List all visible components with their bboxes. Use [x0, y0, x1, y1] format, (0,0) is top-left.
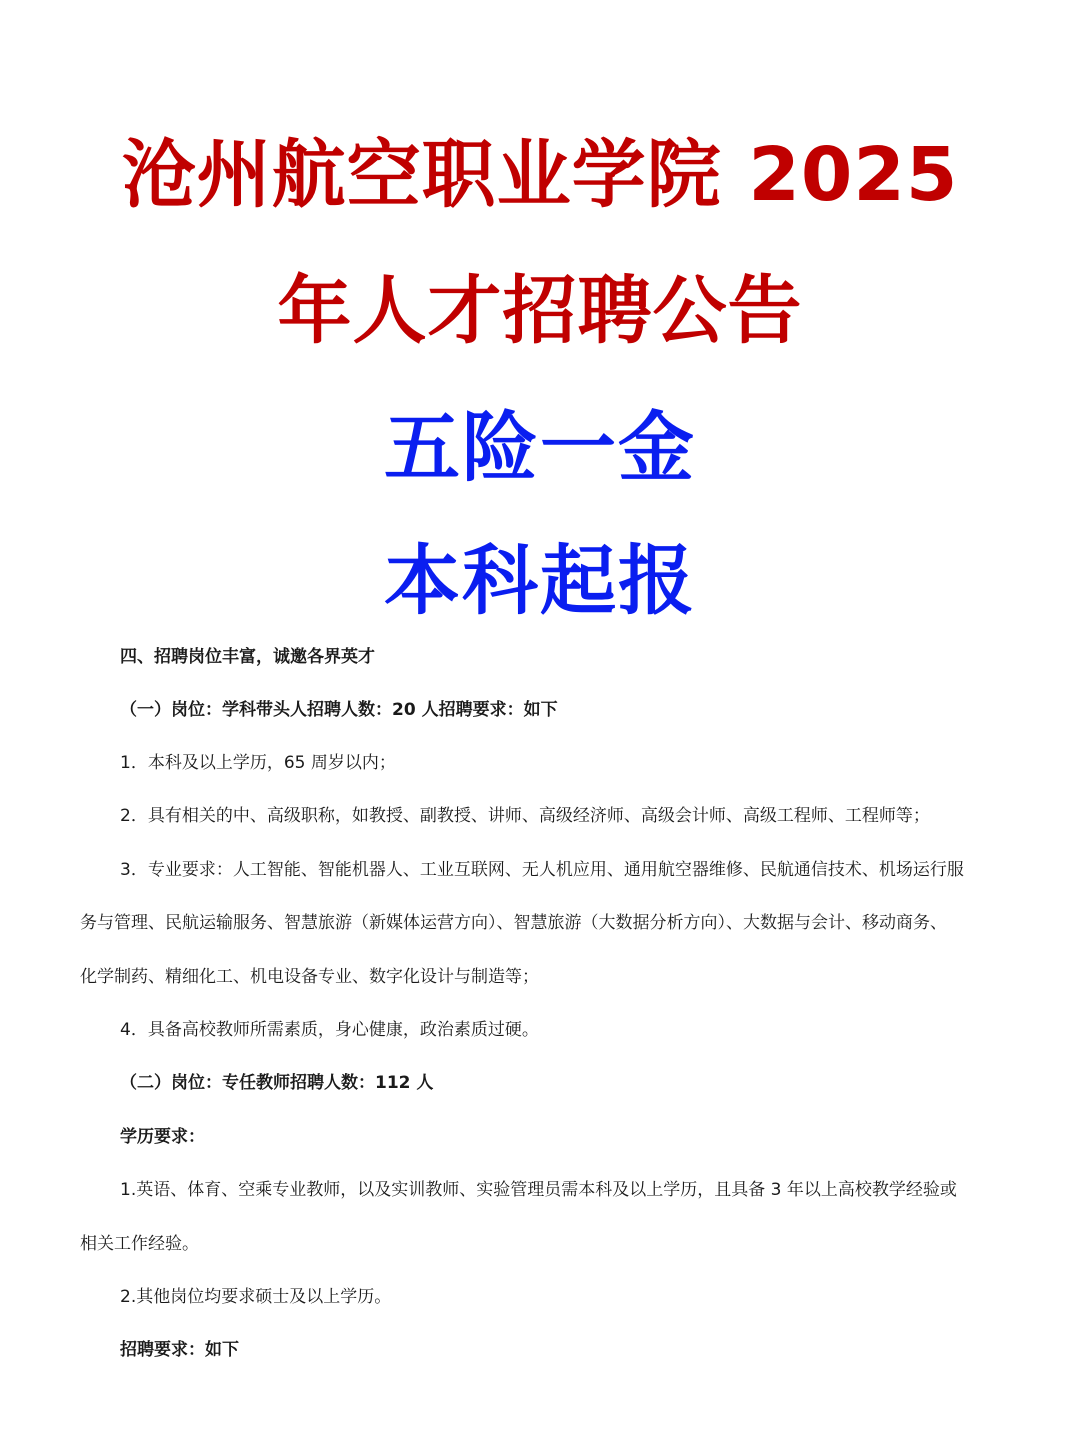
page-title-line-2: 年人才招聘公告 [277, 268, 803, 354]
education-requirements-label: 学历要求： [120, 1127, 205, 1147]
section-heading: 四、招聘岗位丰富，诚邀各界英才 [120, 647, 375, 667]
position2-heading: （二）岗位：专任教师招聘人数：112 人 [120, 1073, 434, 1093]
position1-requirement-1: 1．本科及以上学历，65 周岁以内； [120, 753, 396, 773]
position1-requirement-4: 4．具备高校教师所需素质，身心健康，政治素质过硬。 [120, 1020, 539, 1040]
highlight-education: 本科起报 [384, 536, 696, 625]
position1-requirement-3-line-2: 务与管理、民航运输服务、智慧旅游（新媒体运营方向）、智慧旅游（大数据分析方向）、大数据与会计、移动商务、 [80, 913, 947, 933]
education-requirement-1-line-1: 1.英语、体育、空乘专业教师，以及实训教师、实验管理员需本科及以上学历，且具备 3 年以上高校教学经验或 [120, 1180, 957, 1200]
position1-heading: （一）岗位：学科带头人招聘人数：20 人招聘要求：如下 [120, 700, 558, 720]
position1-requirement-3-line-3: 化学制药、精细化工、机电设备专业、数字化设计与制造等； [80, 967, 539, 987]
position1-requirement-3-line-1: 3．专业要求：人工智能、智能机器人、工业互联网、无人机应用、通用航空器维修、民航通信技术、机场运行服 [120, 860, 964, 880]
position1-requirement-2: 2．具有相关的中、高级职称，如教授、副教授、讲师、高级经济师、高级会计师、高级工程师、工程师等； [120, 806, 930, 826]
education-requirement-1-line-2: 相关工作经验。 [80, 1234, 199, 1254]
page-title-line-1: 沧州航空职业学院 2025 [121, 132, 959, 218]
highlight-benefits: 五险一金 [384, 403, 696, 492]
recruitment-requirements-label: 招聘要求：如下 [120, 1340, 239, 1360]
education-requirement-2: 2.其他岗位均要求硕士及以上学历。 [120, 1287, 392, 1307]
